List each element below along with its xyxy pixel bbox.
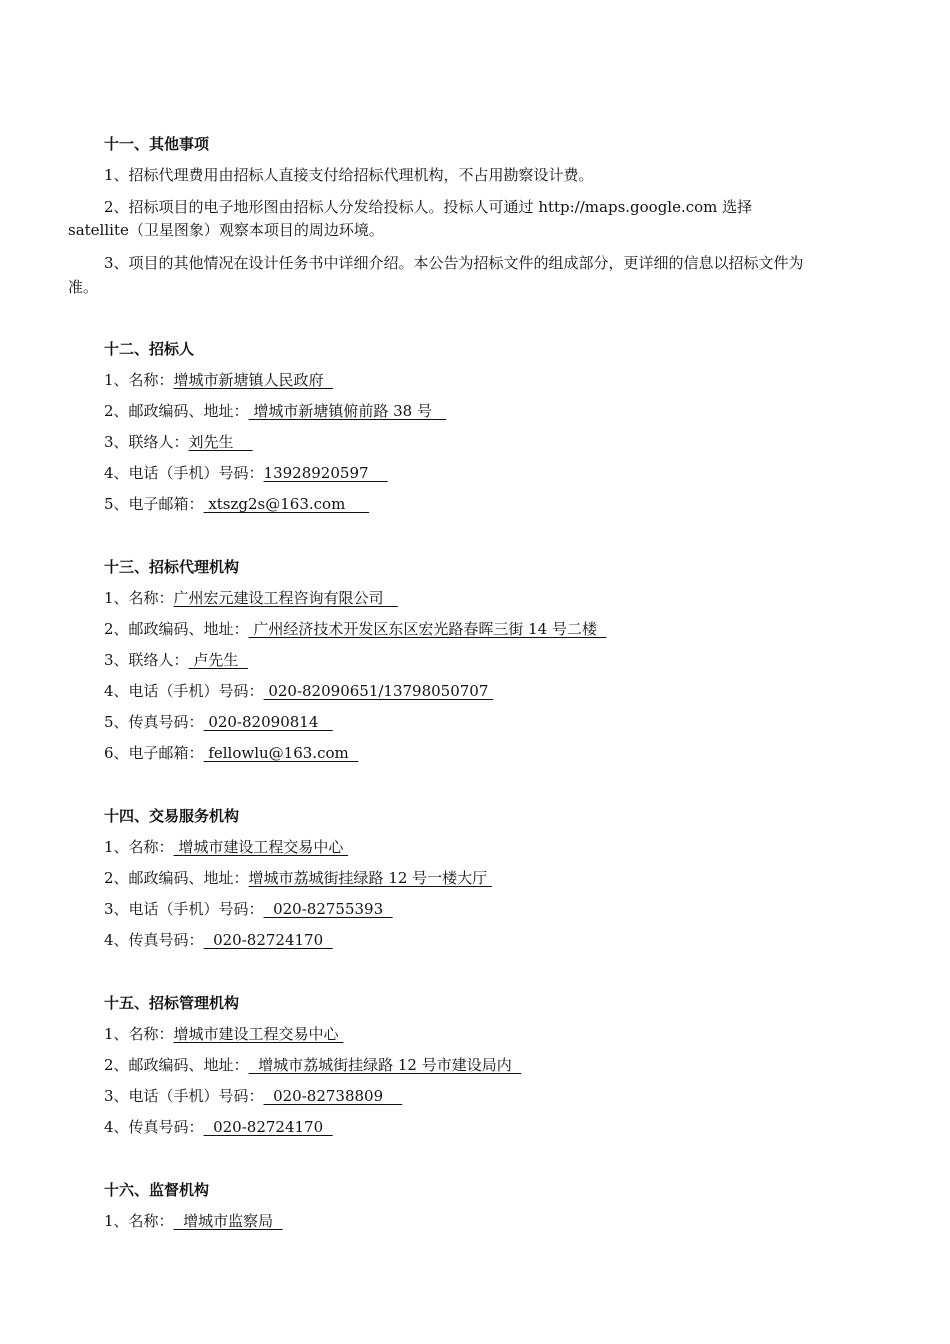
section-16-row bbox=[104, 1211, 283, 1231]
field-label: 1、名称： bbox=[104, 1212, 174, 1230]
field-label: 2、邮政编码、地址： bbox=[104, 402, 249, 420]
field-value: 020-82090814 bbox=[203, 713, 333, 731]
section-14-row bbox=[104, 930, 333, 950]
field-value: 增城市新塘镇人民政府 bbox=[173, 371, 334, 389]
section-11-item-3-line-2: 准。 bbox=[68, 278, 99, 296]
field-value: 020-82755393 bbox=[263, 900, 393, 918]
field-label: 1、名称： bbox=[104, 838, 174, 856]
section-12-row bbox=[104, 370, 333, 390]
section-12-row bbox=[104, 432, 253, 452]
section-11-item-1: 1、招标代理费用由招标人直接支付给招标代理机构，不占用勘察设计费。 bbox=[104, 166, 594, 184]
field-value: 020-82090651/13798050707 bbox=[263, 682, 494, 700]
field-value: 广州宏元建设工程咨询有限公司 bbox=[173, 589, 398, 607]
field-value: 020-82724170 bbox=[203, 931, 333, 949]
field-label: 2、邮政编码、地址： bbox=[104, 869, 249, 887]
section-13-row bbox=[104, 619, 606, 639]
field-value: 增城市建设工程交易中心 bbox=[173, 1025, 344, 1043]
section-11-title: 十一、其他事项 bbox=[104, 135, 210, 153]
field-label: 2、邮政编码、地址： bbox=[104, 620, 249, 638]
field-value: 增城市荔城街挂绿路 12 号市建设局内 bbox=[248, 1056, 522, 1074]
field-value: 增城市荔城街挂绿路 12 号一楼大厅 bbox=[248, 869, 492, 887]
field-label: 6、电子邮箱： bbox=[104, 744, 204, 762]
field-value: 增城市监察局 bbox=[173, 1212, 283, 1230]
section-14-row bbox=[104, 899, 393, 919]
field-value: xtszg2s@163.com bbox=[203, 495, 370, 513]
field-label: 4、传真号码： bbox=[104, 1118, 204, 1136]
section-15-row bbox=[104, 1117, 333, 1137]
field-label: 3、联络人： bbox=[104, 651, 189, 669]
field-value: 刘先生 bbox=[188, 433, 253, 451]
field-value: 020-82724170 bbox=[203, 1118, 333, 1136]
section-12-row bbox=[104, 401, 446, 421]
section-15-title: 十五、招标管理机构 bbox=[104, 994, 240, 1012]
field-label: 4、电话（手机）号码： bbox=[104, 682, 264, 700]
section-13-row bbox=[104, 712, 333, 732]
section-16-title: 十六、监督机构 bbox=[104, 1181, 210, 1199]
section-15-row bbox=[104, 1024, 343, 1044]
field-value: fellowlu@163.com bbox=[203, 744, 359, 762]
field-label: 1、名称： bbox=[104, 371, 174, 389]
field-label: 3、电话（手机）号码： bbox=[104, 1087, 264, 1105]
field-label: 4、传真号码： bbox=[104, 931, 204, 949]
section-12-row bbox=[104, 494, 369, 514]
field-value: 增城市建设工程交易中心 bbox=[173, 838, 349, 856]
section-13-row bbox=[104, 681, 493, 701]
section-11-item-2-line-2: satellite（卫星图象）观察本项目的周边环境。 bbox=[68, 221, 384, 239]
field-value: 020-82738809 bbox=[263, 1087, 403, 1105]
field-label: 1、名称： bbox=[104, 589, 174, 607]
section-12-row bbox=[104, 463, 388, 483]
field-label: 2、邮政编码、地址： bbox=[104, 1056, 249, 1074]
field-value: 13928920597 bbox=[263, 464, 388, 482]
section-15-row bbox=[104, 1086, 402, 1106]
section-13-title: 十三、招标代理机构 bbox=[104, 558, 240, 576]
section-11-item-3-line-1: 3、项目的其他情况在设计任务书中详细介绍。本公告为招标文件的组成部分，更详细的信息以招标文件为 bbox=[104, 254, 804, 272]
section-14-title: 十四、交易服务机构 bbox=[104, 807, 240, 825]
section-14-row bbox=[104, 868, 492, 888]
section-15-row bbox=[104, 1055, 521, 1075]
field-label: 5、电子邮箱： bbox=[104, 495, 204, 513]
section-14-row bbox=[104, 837, 348, 857]
section-13-row bbox=[104, 588, 398, 608]
section-13-row bbox=[104, 650, 248, 670]
section-12-title: 十二、招标人 bbox=[104, 340, 195, 358]
field-label: 1、名称： bbox=[104, 1025, 174, 1043]
field-label: 5、传真号码： bbox=[104, 713, 204, 731]
section-13-row bbox=[104, 743, 358, 763]
field-value: 增城市新塘镇俯前路 38 号 bbox=[248, 402, 447, 420]
field-label: 3、联络人： bbox=[104, 433, 189, 451]
field-value: 广州经济技术开发区东区宏光路春晖三街 14 号二楼 bbox=[248, 620, 607, 638]
field-value: 卢先生 bbox=[188, 651, 248, 669]
field-label: 3、电话（手机）号码： bbox=[104, 900, 264, 918]
section-11-item-2-line-1: 2、招标项目的电子地形图由招标人分发给投标人。投标人可通过 http://maps.google.com 选择 bbox=[104, 198, 753, 216]
field-label: 4、电话（手机）号码： bbox=[104, 464, 264, 482]
